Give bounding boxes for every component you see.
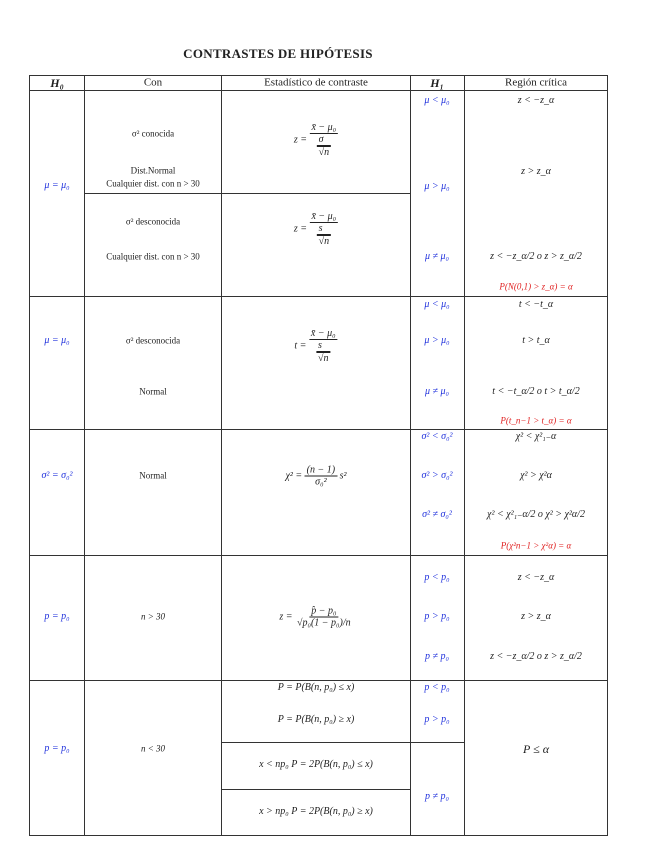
- b1-note: P(N(0,1) > z_α) = α: [499, 281, 573, 292]
- b2-t-den: [314, 340, 333, 364]
- b4-region-b: z > z_α: [521, 611, 551, 622]
- b4-con: n > 30: [140, 611, 166, 622]
- header-h1: H₁: [430, 76, 444, 90]
- b1-h1-c: μ ≠ μ₀: [424, 251, 450, 262]
- header-h0: H₀: [50, 76, 64, 90]
- b4-h1-b: p > p₀: [424, 611, 450, 622]
- b5-h1-b: p > p₀: [424, 714, 450, 725]
- b1-z2-den-top: s: [317, 223, 332, 235]
- b1-z-den-top: σ: [317, 134, 332, 146]
- b4-h1-a: p < p₀: [424, 572, 450, 583]
- b1-con-b: Dist.Normal: [130, 165, 176, 176]
- b1-z-den-sqrt: √ n: [317, 146, 332, 158]
- b3-region-b: χ² > χ²α: [520, 470, 552, 481]
- b2-con-b: Normal: [139, 386, 167, 397]
- b4-z-lhs: z =: [279, 611, 293, 623]
- b3-h0: σ² = σ₀²: [41, 470, 73, 481]
- b2-h0: μ = μ₀: [44, 335, 70, 346]
- b5-h0: p = p₀: [44, 743, 70, 754]
- b2-region-c: t < −t_α/2 o t > t_α/2: [492, 386, 580, 397]
- b2-note: P(t_n−1 > t_α) = α: [500, 415, 572, 426]
- b2-h1-c: μ ≠ μ₀: [424, 386, 450, 397]
- b5-stat-b: P = P(B(n, p₀) ≥ x): [277, 714, 355, 725]
- b1-region-b: z > z_α: [521, 166, 551, 177]
- b1-formula-z2: [294, 211, 338, 247]
- b2-t-fraction: [309, 328, 338, 364]
- b2-formula-t: [294, 328, 337, 364]
- b1-con-d: σ² desconocida: [125, 216, 181, 227]
- b4-z-fraction: [295, 606, 353, 629]
- b5-region: P ≤ α: [523, 742, 549, 756]
- b5-con: n < 30: [140, 743, 166, 754]
- b3-con: Normal: [139, 470, 167, 481]
- b2-t-den-top: s: [316, 340, 331, 352]
- b3-h1-b: σ² > σ₀²: [421, 470, 453, 481]
- hypothesis-table: [29, 75, 608, 836]
- b3-chi-den: σ₀²: [315, 476, 327, 488]
- b3-chi-fraction: [305, 465, 337, 488]
- header-estadistico: Estadístico de contraste: [264, 76, 368, 89]
- b4-z-num: p̂ − p₀: [311, 605, 337, 617]
- b1-region-c: z < −z_α/2 o z > z_α/2: [490, 251, 582, 262]
- b4-h0: p = p₀: [44, 611, 70, 622]
- b3-chi-rhs: s²: [339, 470, 347, 482]
- b3-formula-chi: [286, 465, 347, 488]
- b5-stat-a: P = P(B(n, p₀) ≤ x): [277, 682, 355, 693]
- b3-chi-num: (n − 1): [306, 464, 336, 476]
- header-con: Con: [143, 76, 163, 89]
- b1-z2-den-sqrt: √ n: [317, 235, 332, 247]
- b4-region-a: z < −z_α: [517, 572, 555, 583]
- b1-con-e: Cualquier dist. con n > 30: [106, 251, 200, 262]
- b2-h1-b: μ > μ₀: [424, 335, 450, 346]
- b5-stat-c: x < np₀ P = 2P(B(n, p₀) ≤ x): [259, 759, 373, 770]
- page-title: CONTRASTES DE HIPÓTESIS: [183, 46, 373, 61]
- b1-h1-a: μ < μ₀: [424, 95, 450, 106]
- b3-note: P(χ²n−1 > χ²α) = α: [500, 540, 572, 551]
- b3-chi-lhs: χ² =: [285, 470, 303, 482]
- b3-region-c: χ² < χ²₁₋α/2 o χ² > χ²α/2: [487, 509, 585, 520]
- b1-z-lhs: z =: [293, 134, 307, 146]
- b2-region-a: t < −t_α: [518, 299, 554, 310]
- b1-z2-lhs: z =: [293, 223, 307, 235]
- b4-formula-z: [279, 606, 352, 629]
- b5-h1-c: p ≠ p₀: [425, 791, 449, 802]
- b2-h1-a: μ < μ₀: [424, 299, 450, 310]
- b2-t-den-sqrt: √ n: [316, 352, 331, 364]
- b1-con-a: σ² conocida: [131, 128, 175, 139]
- b2-con-a: σ² desconocida: [125, 335, 181, 346]
- b2-t-lhs: t =: [294, 340, 307, 352]
- b1-z-fraction: [309, 122, 338, 158]
- b2-t-num: x̄ − μ₀: [310, 328, 336, 339]
- b4-region-c: z < −z_α/2 o z > z_α/2: [490, 651, 582, 662]
- b4-h1-c: p ≠ p₀: [425, 651, 449, 662]
- b1-z2-den: [315, 223, 334, 247]
- b1-h1-b: μ > μ₀: [424, 181, 450, 192]
- b3-region-a: χ² < χ²₁₋α: [515, 431, 557, 442]
- b3-h1-c: σ² ≠ σ₀²: [422, 509, 452, 520]
- b1-formula-z: [294, 122, 338, 158]
- b1-h0: μ = μ₀: [44, 180, 70, 191]
- header-region: Región crítica: [504, 76, 568, 89]
- b5-h1-a: p < p₀: [424, 682, 450, 693]
- b5-stat-d: x > np₀ P = 2P(B(n, p₀) ≥ x): [259, 806, 373, 817]
- b1-region-a: z < −z_α: [517, 95, 555, 106]
- b1-z2-fraction: [309, 211, 338, 247]
- b3-h1-a: σ² < σ₀²: [421, 431, 453, 442]
- b1-z-den: [315, 134, 334, 158]
- b4-z-den: √p₀(1 − p₀)/n: [297, 617, 351, 629]
- b2-region-b: t > t_α: [522, 335, 550, 346]
- b1-z2-num: x̄ − μ₀: [311, 211, 337, 222]
- b1-con-c: Cualquier dist. con n > 30: [106, 178, 200, 189]
- b1-z-num: x̄ − μ₀: [311, 122, 337, 133]
